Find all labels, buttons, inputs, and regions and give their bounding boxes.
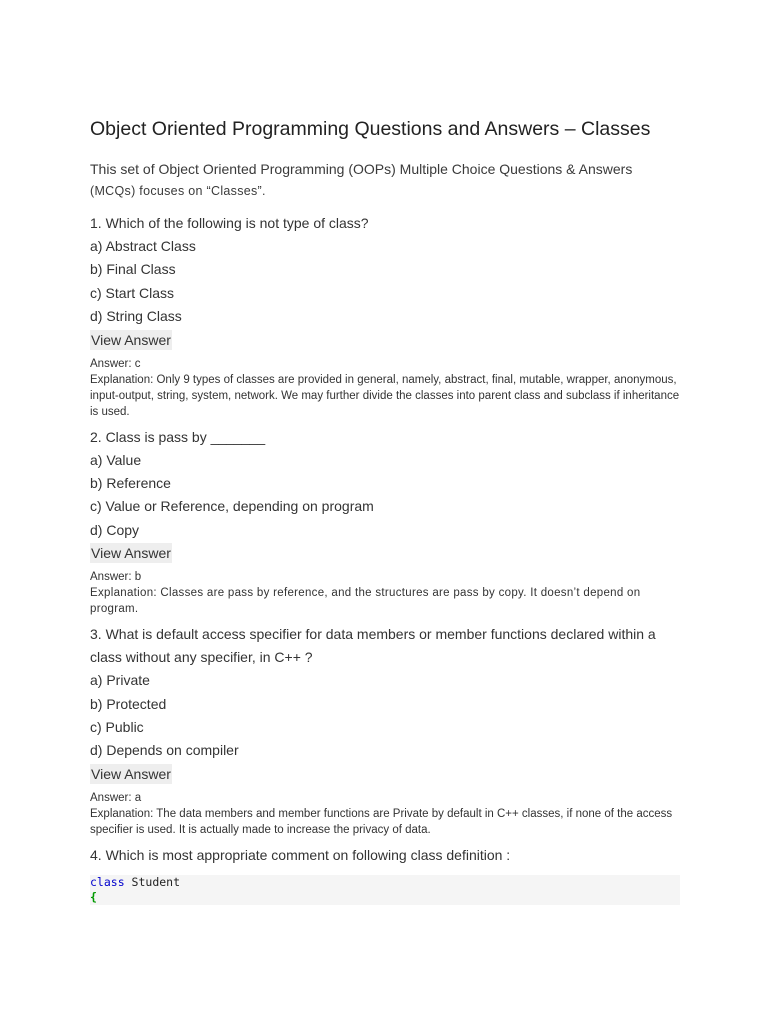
question-block-4 [90, 844, 680, 905]
question-block-1 [90, 212, 680, 420]
option-c: c) Start Class [90, 284, 175, 301]
code-brace: { [90, 889, 97, 904]
view-answer-button[interactable]: View Answer [91, 545, 171, 562]
view-answer-button[interactable]: View Answer [91, 765, 171, 782]
option-b: b) Final Class [90, 261, 176, 278]
intro-line-1: This set of Object Oriented Programming (OOPs) Multiple Choice Questions & Answers [90, 161, 633, 177]
explanation-text: Explanation: Only 9 types of classes are provided in general, namely, abstract, final, mutable, wrapper, anonymous, input-output, string, system, network. We may further divide the classes into parent class and subclass if inheritance is used. [90, 373, 680, 418]
question-block-2 [90, 426, 680, 618]
answer-panel [90, 790, 680, 838]
answer-text: Answer: b [90, 571, 142, 584]
question-text: 3. What is default access specifier for data members or member functions declared within a class without any specifier, in C++ ? [90, 626, 656, 666]
answer-panel [90, 569, 680, 617]
answer-text: Answer: a [90, 791, 142, 804]
code-keyword: class [90, 874, 125, 889]
option-c: c) Public [90, 719, 144, 736]
answer-text: Answer: c [90, 357, 141, 370]
question-text: 2. Class is pass by _______ [90, 428, 266, 445]
page-title: Object Oriented Programming Questions and Answers – Classes [90, 118, 651, 140]
option-c: c) Value or Reference, depending on program [90, 498, 374, 515]
option-a: a) Value [90, 451, 142, 468]
option-a: a) Abstract Class [90, 238, 196, 254]
code-line-1 [90, 875, 680, 890]
question-block-3 [90, 623, 680, 838]
view-answer-button[interactable]: View Answer [91, 331, 171, 348]
intro-line-2: (MCQs) focuses on “Classes”. [90, 184, 266, 198]
explanation-text: Explanation: The data members and member functions are Private by default in C++ classes, if none of the access specifier is used. It is actually made to increase the privacy of data. [90, 807, 673, 836]
answer-panel [90, 356, 680, 420]
question-text: 1. Which of the following is not type of class? [90, 215, 369, 231]
explanation-text: Explanation: Classes are pass by reference, and the structures are pass by copy. It doesn’t depend on program. [90, 587, 641, 616]
option-a: a) Private [90, 672, 150, 689]
option-d: d) Depends on compiler [90, 742, 239, 759]
code-class-name: Student [124, 874, 181, 889]
intro-paragraph [90, 158, 680, 202]
option-b: b) Protected [90, 695, 167, 712]
article [90, 117, 680, 905]
option-b: b) Reference [90, 475, 171, 492]
question-text: 4. Which is most appropriate comment on following class definition : [90, 846, 511, 863]
code-snippet [90, 875, 680, 905]
code-line-2 [90, 890, 680, 905]
option-d: d) Copy [90, 521, 140, 538]
option-d: d) String Class [90, 308, 182, 325]
